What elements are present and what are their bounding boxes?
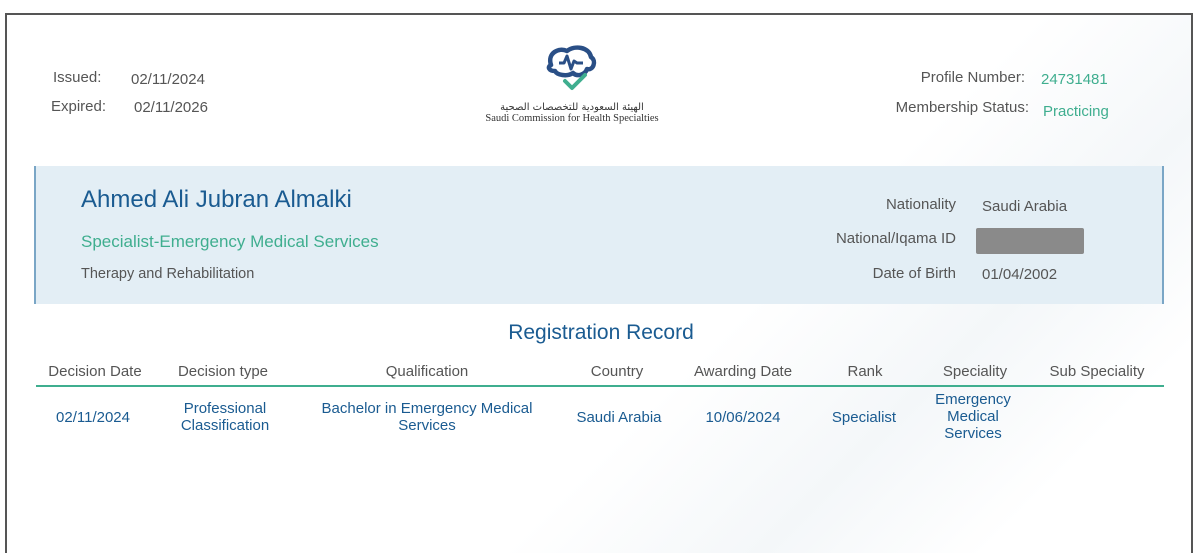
holder-department: Therapy and Rehabilitation bbox=[81, 266, 255, 282]
column-header-rank: Rank bbox=[847, 363, 883, 380]
column-header-sub-speciality: Sub Speciality bbox=[1049, 363, 1145, 380]
cell-qualification: Bachelor in Emergency Medical Services bbox=[321, 400, 533, 434]
issued-label: Issued: bbox=[53, 69, 102, 86]
column-header-qualification: Qualification bbox=[385, 363, 469, 380]
certificate-frame bbox=[5, 13, 1193, 553]
date-of-birth-value: 01/04/2002 bbox=[982, 266, 1058, 283]
issued-value: 02/11/2024 bbox=[131, 71, 205, 88]
column-header-speciality: Speciality bbox=[942, 363, 1008, 380]
logo-arabic-text: الهيئة السعودية للتخصصات الصحية bbox=[500, 102, 644, 113]
holder-name: Ahmed Ali Jubran Almalki bbox=[81, 186, 352, 213]
national-id-label: National/Iqama ID bbox=[835, 230, 956, 247]
scfhs-logo-icon bbox=[537, 43, 607, 95]
table-header-rule bbox=[36, 385, 1164, 387]
column-header-country: Country bbox=[590, 363, 644, 380]
column-header-decision-type: Decision type bbox=[177, 363, 269, 380]
redacted-id bbox=[976, 228, 1084, 254]
date-of-birth-label: Date of Birth bbox=[872, 265, 956, 282]
membership-status-label: Membership Status: bbox=[895, 99, 1029, 116]
profile-number-label: Profile Number: bbox=[920, 69, 1025, 86]
cell-decision-date: 02/11/2024 bbox=[56, 409, 130, 426]
registration-title: Registration Record bbox=[508, 321, 694, 344]
cell-decision-type: Professional Classification bbox=[180, 400, 270, 434]
expired-label: Expired: bbox=[51, 98, 107, 115]
nationality-label: Nationality bbox=[885, 196, 956, 213]
column-header-awarding-date: Awarding Date bbox=[693, 363, 793, 380]
cell-speciality: Emergency Medical Services bbox=[935, 391, 1011, 442]
nationality-value: Saudi Arabia bbox=[982, 198, 1068, 215]
cell-country: Saudi Arabia bbox=[576, 409, 662, 426]
column-header-decision-date: Decision Date bbox=[48, 363, 142, 380]
cell-awarding-date: 10/06/2024 bbox=[705, 409, 781, 426]
cell-rank: Specialist bbox=[831, 409, 897, 426]
profile-number-value: 24731481 bbox=[1041, 71, 1108, 88]
holder-title: Specialist-Emergency Medical Services bbox=[81, 232, 379, 251]
profile-band bbox=[34, 166, 1164, 304]
logo bbox=[477, 43, 667, 124]
logo-english-text: Saudi Commission for Health Specialties bbox=[485, 113, 659, 124]
expired-value: 02/11/2026 bbox=[134, 99, 208, 116]
membership-status-value: Practicing bbox=[1043, 103, 1109, 120]
